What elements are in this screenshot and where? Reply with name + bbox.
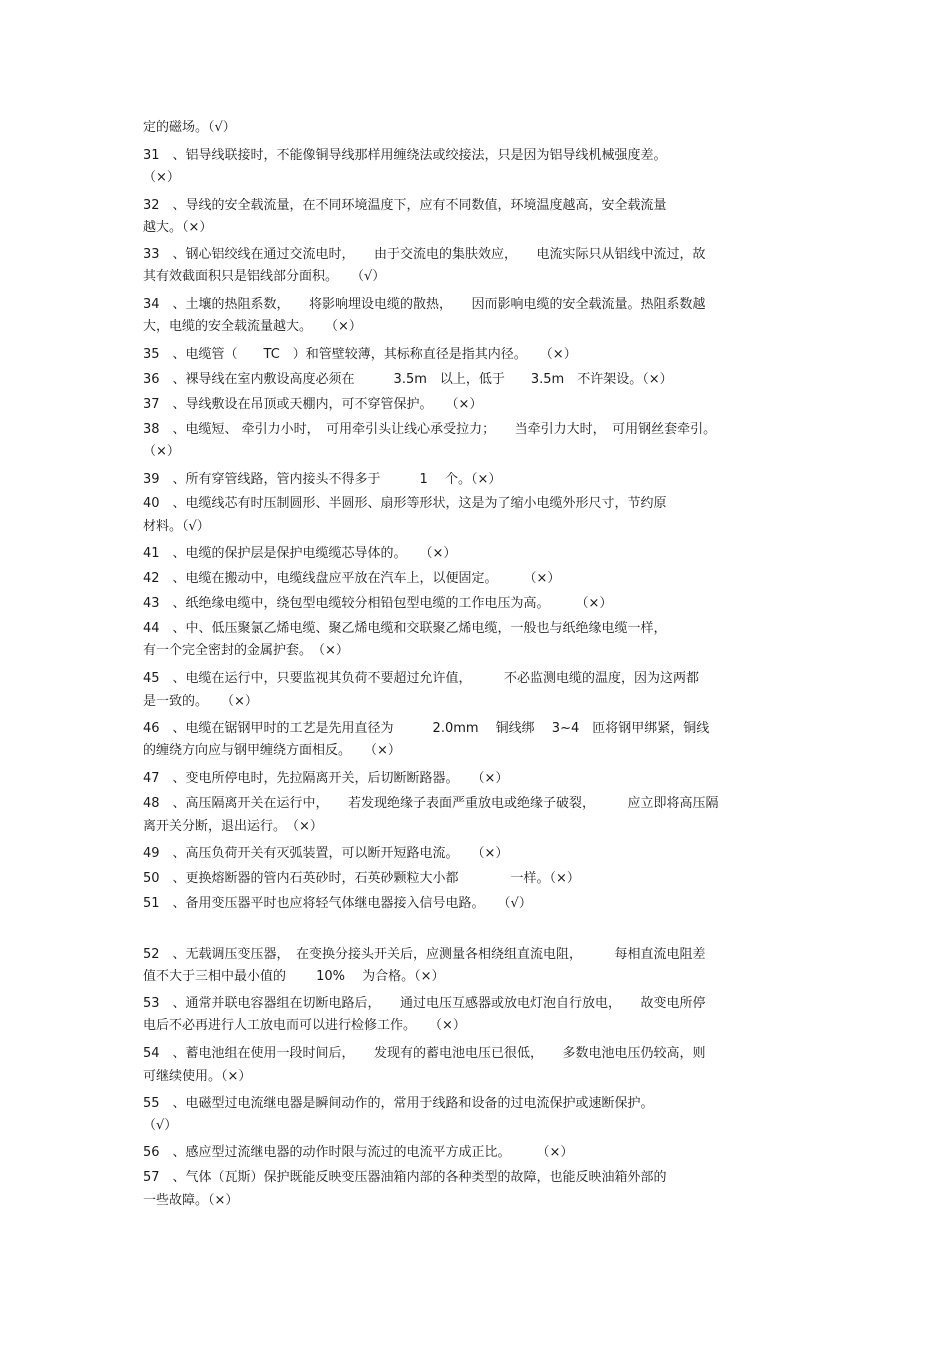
text-line: 56 、感应型过流继电器的动作时限与流过的电流平方成正比。 （×） — [143, 1145, 574, 1160]
text-line: 44 、中、低压聚氯乙烯电缆、聚乙烯电缆和交联聚乙烯电缆，一般也与纸绝缘电缆一样， — [143, 621, 667, 636]
text-line: 53 、通常并联电容器组在切断电路后， 通过电压互感器或放电灯泡自行放电， 故变电所停 — [143, 996, 706, 1011]
text-line: 34 、土壤的热阻系数， 将影响埋设电缆的散热， 因而影响电缆的安全载流量。热阻系数越 — [143, 297, 706, 312]
text-line: 离开关分断，退出运行。 （×） — [143, 819, 323, 834]
text-line: 可继续使用。（×） — [143, 1069, 252, 1084]
text-line: 50 、更换熔断器的管内石英砂时，石英砂颗粒大小都 一样。（×） — [143, 871, 580, 886]
text-line: （√） — [143, 1118, 178, 1133]
text-line: 材料。（√） — [143, 519, 210, 534]
text-line: 31 、铝导线联接时，不能像铜导线那样用缠绕法或绞接法，只是因为铝导线机械强度差。 — [143, 148, 667, 163]
text-line: 54 、蓄电池组在使用一段时间后， 发现有的蓄电池电压已很低， 多数电池电压仍较高，则 — [143, 1046, 706, 1061]
text-line: 大，电缆的安全载流量越大。 （×） — [143, 319, 362, 334]
text-line: 是一致的。 （×） — [143, 694, 258, 709]
text-line: 52 、无载调压变压器， 在变换分接头开关后，应测量各相绕组直流电阻， 每相直流电阻差 — [143, 947, 706, 962]
text-line: 40 、电缆线芯有时压制圆形、半圆形、扇形等形状，这是为了缩小电缆外形尺寸，节约原 — [143, 496, 667, 511]
text-line: 46 、电缆在锯钢甲时的工艺是先用直径为 2.0mm 铜线绑 3~4 匝将钢甲绑紧，铜线 — [143, 721, 710, 736]
text-line: （×） — [143, 444, 180, 459]
text-line: 越大。（×） — [143, 220, 213, 235]
text-line: 55 、电磁型过电流继电器是瞬间动作的，常用于线路和设备的过电流保护或速断保护。 — [143, 1096, 654, 1111]
text-line: 42 、电缆在搬动中，电缆线盘应平放在汽车上，以便固定。 （×） — [143, 571, 561, 586]
text-line: 37 、导线敷设在吊顶或天棚内，可不穿管保护。 （×） — [143, 397, 483, 412]
text-line: 值不大于三相中最小值的 10% 为合格。（×） — [143, 969, 445, 984]
text-line: 57 、气体（瓦斯）保护既能反映变压器油箱内部的各种类型的故障，也能反映油箱外部的 — [143, 1170, 667, 1185]
text-line: 47 、变电所停电时，先拉隔离开关，后切断断路器。 （×） — [143, 771, 509, 786]
text-line: 41 、电缆的保护层是保护电缆缆芯导体的。 （×） — [143, 546, 457, 561]
text-line: 51 、备用变压器平时也应将轻气体继电器接入信号电路。 （√） — [143, 896, 532, 911]
text-line: 45 、电缆在运行中，只要监视其负荷不要超过允许值， 不必监测电缆的温度，因为这两都 — [143, 671, 700, 686]
text-line: 一些故障。（×） — [143, 1193, 239, 1208]
text-line: （×） — [143, 170, 180, 185]
text-line: 的缠绕方向应与钢甲缠绕方面相反。 （×） — [143, 743, 401, 758]
text-line: 其有效截面积只是铝线部分面积。 （√） — [143, 269, 386, 284]
text-line: 有一个完全密封的金属护套。 （×） — [143, 643, 349, 658]
text-line: 48 、高压隔离开关在运行中， 若发现绝缘子表面严重放电或绝缘子破裂， 应立即将高压隔 — [143, 796, 719, 811]
text-line: 38 、电缆短、 牵引力小时， 可用牵引头让线心承受拉力； 当牵引力大时， 可用钢丝套牵引。 — [143, 422, 717, 437]
text-line: 36 、裸导线在室内敷设高度必须在 3.5m 以上，低于 3.5m 不许架设。（×） — [143, 372, 673, 387]
text-line: 49 、高压负荷开关有灭弧装置，可以断开短路电流。 （×） — [143, 846, 509, 861]
text-line: 33 、钢心铝绞线在通过交流电时， 由于交流电的集肤效应， 电流实际只从铝线中流过，故 — [143, 247, 706, 262]
text-line: 电后不必再进行人工放电而可以进行检修工作。 （×） — [143, 1018, 466, 1033]
text-line: 39 、所有穿管线路，管内接头不得多于 1 个。（×） — [143, 472, 502, 487]
text-line: 35 、电缆管（ TC ）和管壁较薄，其标称直径是指其内径。 （×） — [143, 347, 577, 362]
text-line: 定的磁场。（√） — [143, 120, 236, 135]
text-line: 32 、导线的安全载流量，在不同环境温度下，应有不同数值，环境温度越高，安全载流量 — [143, 198, 667, 213]
text-line: 43 、纸绝缘电缆中，绕包型电缆较分相铅包型电缆的工作电压为高。 （×） — [143, 596, 613, 611]
